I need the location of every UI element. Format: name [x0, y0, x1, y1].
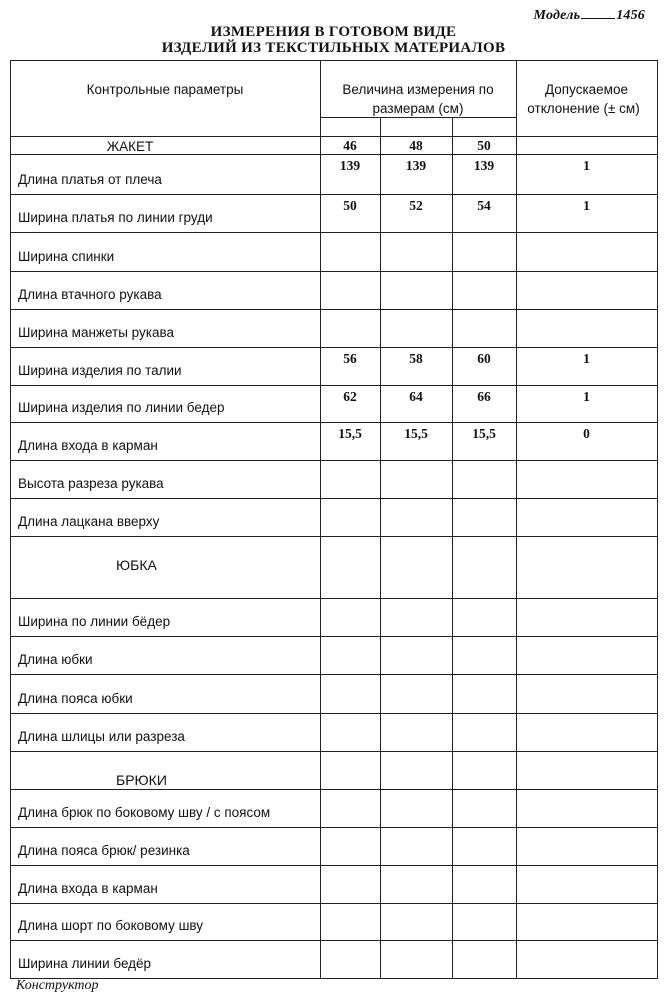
row-line	[10, 713, 657, 714]
size-value-cell: 60	[477, 351, 491, 366]
size-value-cell: 52	[409, 198, 423, 213]
row-line	[10, 903, 657, 904]
tolerance-cell: 1	[583, 389, 590, 404]
header-tolerance-line2: отклонение (± см)	[527, 101, 640, 116]
row-line	[10, 347, 657, 348]
row-label: Ширина манжеты рукава	[18, 325, 174, 340]
row-label: Длина платья от плеча	[18, 172, 162, 187]
tolerance-cell: 0	[583, 426, 590, 441]
row-label: Длина втачного рукава	[18, 287, 162, 302]
row-line	[10, 598, 657, 599]
row-label: Ширина линии бедёр	[18, 956, 152, 971]
row-label: Ширина платья по линии груди	[18, 210, 213, 225]
constructor-label: Конструктор	[16, 978, 99, 993]
size-value-cell: 62	[343, 389, 357, 404]
size-46: 46	[343, 138, 357, 153]
section-title: ЮБКА	[116, 557, 157, 573]
model-number	[534, 6, 645, 24]
row-label: Длина юбки	[18, 652, 93, 667]
size-value-cell: 139	[473, 158, 495, 173]
row-label: Ширина изделия по линии бедер	[18, 400, 225, 415]
size-48: 48	[409, 138, 423, 153]
size-50: 50	[477, 138, 491, 153]
row-label: Ширина изделия по талии	[18, 363, 182, 378]
tolerance-cell: 1	[583, 198, 590, 213]
tolerance-cell: 1	[583, 351, 590, 366]
row-line	[10, 865, 657, 866]
row-label: Длина входа в карман	[18, 881, 158, 896]
table-border-bottom	[10, 978, 657, 979]
size-divider	[380, 117, 381, 978]
row-line	[10, 422, 657, 423]
row-line	[10, 460, 657, 461]
size-value-cell: 56	[343, 351, 357, 366]
row-label: Длина пояса брюк/ резинка	[18, 843, 190, 858]
row-line	[10, 232, 657, 233]
row-line	[10, 536, 657, 537]
row-line	[10, 498, 657, 499]
row-line	[10, 309, 657, 310]
header-tolerance-line1: Допускаемое	[545, 82, 628, 97]
row-label: Длина брюк по боковому шву / с поясом	[18, 805, 271, 820]
row-label: Длина входа в карман	[18, 438, 158, 453]
row-line	[10, 674, 657, 675]
header-subline	[320, 117, 516, 118]
row-line	[10, 194, 657, 195]
size-value-cell: 50	[343, 198, 357, 213]
measurements-table	[10, 60, 657, 978]
row-line	[10, 789, 657, 790]
row-line	[10, 154, 657, 155]
size-value-cell: 139	[405, 158, 427, 173]
row-line	[10, 271, 657, 272]
document-title-line2: ИЗДЕЛИЙ ИЗ ТЕКСТИЛЬНЫХ МАТЕРИАЛОВ	[161, 40, 506, 56]
table-border-top	[10, 60, 657, 61]
model-value: 1456	[616, 8, 645, 23]
model-underline	[581, 6, 615, 19]
header-bottom-line	[10, 136, 657, 137]
row-line	[10, 751, 657, 752]
size-value-cell: 64	[409, 389, 423, 404]
row-label: Длина шлицы или разреза	[18, 729, 185, 744]
size-value-cell: 54	[477, 198, 491, 213]
row-line	[10, 827, 657, 828]
header-values-line2: размерам (см)	[372, 101, 464, 116]
row-line	[10, 636, 657, 637]
row-label: Ширина спинки	[18, 249, 115, 264]
row-label: Ширина по линии бёдер	[18, 614, 171, 629]
table-border-left	[10, 60, 11, 978]
document-title-line1: ИЗМЕРЕНИЯ В ГОТОВОМ ВИДЕ	[210, 24, 457, 40]
row-label: Длина пояса юбки	[18, 691, 133, 706]
row-label: Высота разреза рукава	[18, 476, 164, 491]
section-title: БРЮКИ	[116, 772, 167, 788]
row-label: Длина лацкана вверху	[18, 514, 160, 529]
size-value-cell: 58	[409, 351, 423, 366]
row-line	[10, 940, 657, 941]
size-value-cell: 15,5	[338, 426, 362, 441]
model-label: Модель	[533, 8, 581, 23]
header-params: Контрольные параметры	[86, 82, 244, 97]
size-value-cell: 139	[339, 158, 361, 173]
header-values-line1: Величина измерения по	[342, 82, 494, 97]
size-divider	[452, 117, 453, 978]
size-value-cell: 15,5	[404, 426, 428, 441]
tolerance-cell: 1	[583, 158, 590, 173]
row-line	[10, 385, 657, 386]
row-label: Длина шорт по боковому шву	[18, 918, 204, 933]
table-border-right	[657, 60, 658, 979]
size-value-cell: 66	[477, 389, 491, 404]
size-value-cell: 15,5	[472, 426, 496, 441]
section-jacket: ЖАКЕТ	[106, 139, 154, 154]
